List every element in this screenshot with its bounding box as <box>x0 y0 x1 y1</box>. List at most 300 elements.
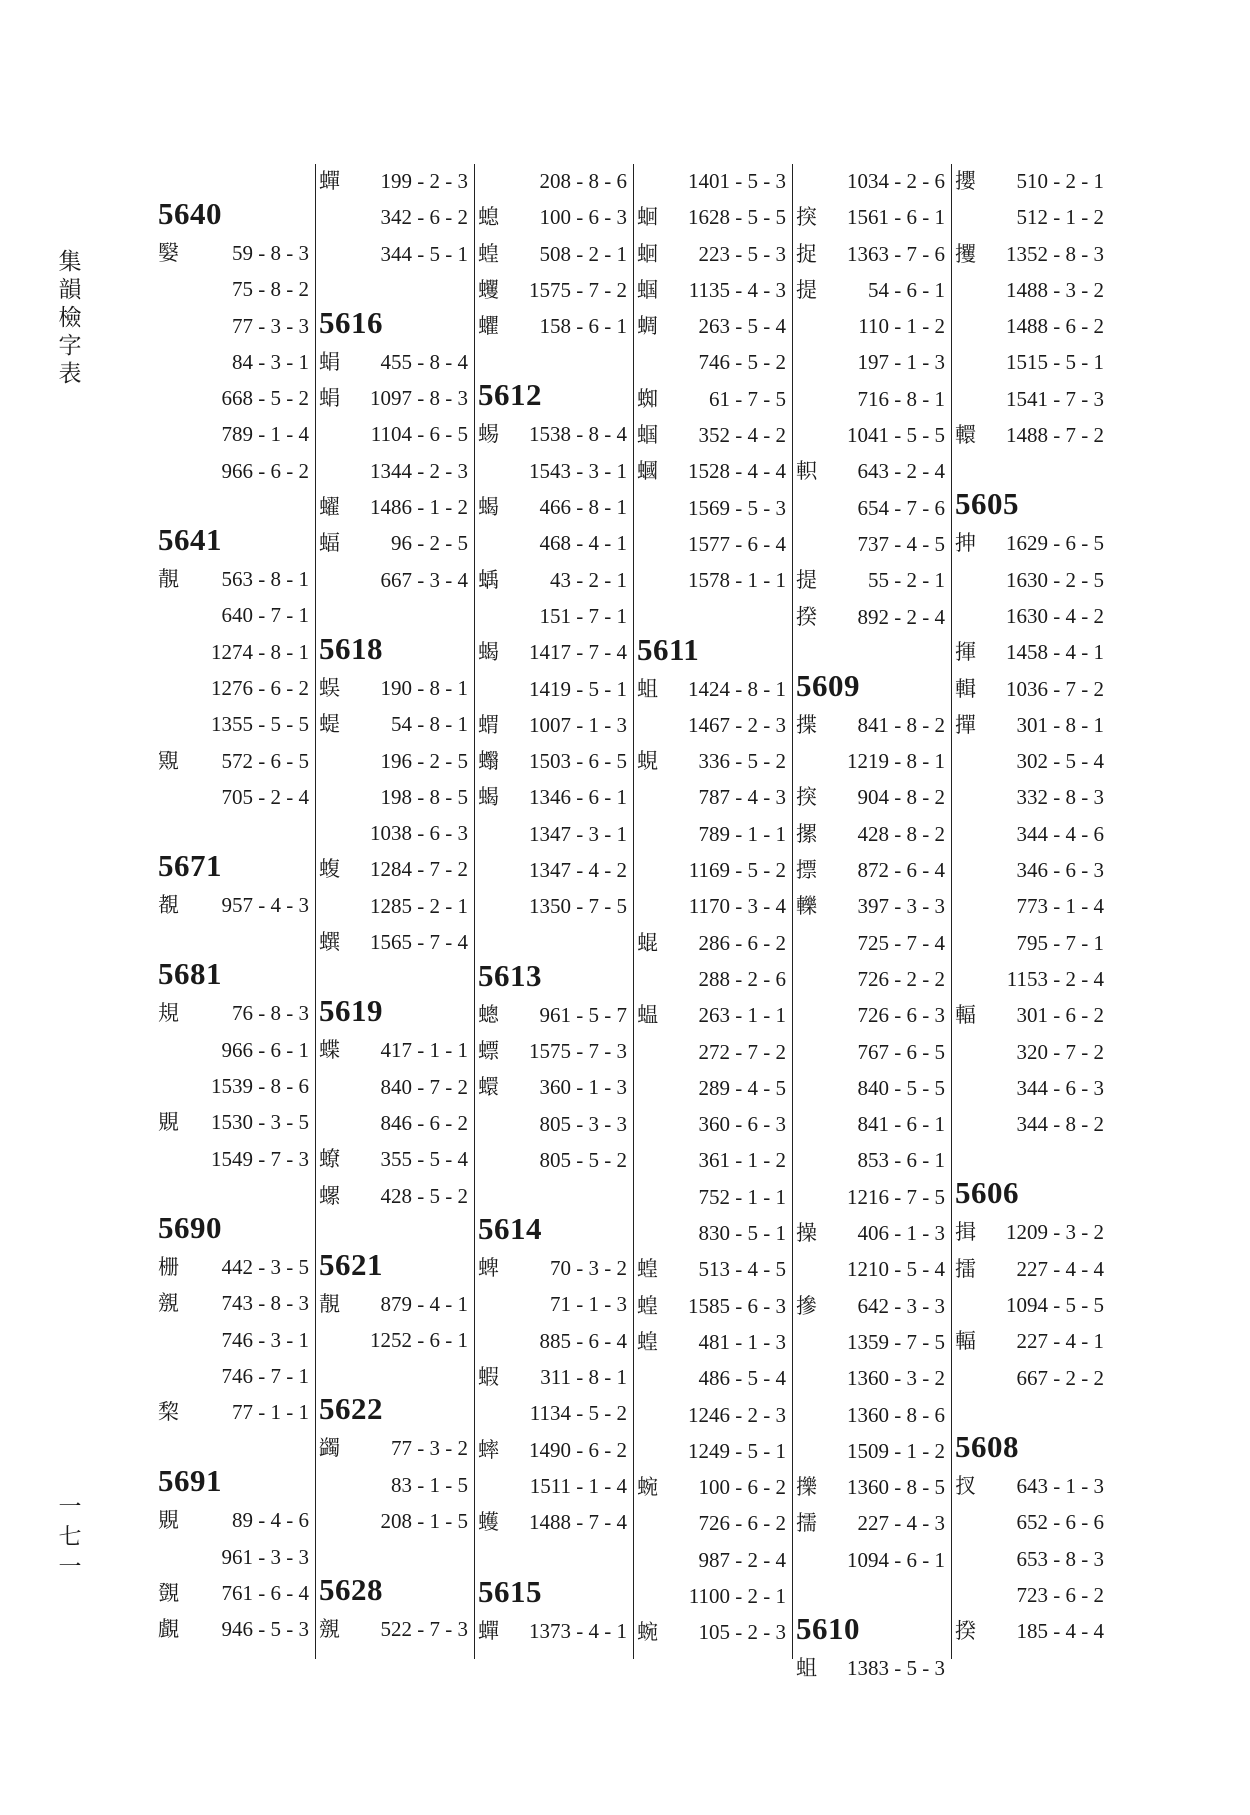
entry-reference: 196 - 2 - 5 <box>380 748 468 773</box>
entry-reference: 332 - 8 - 3 <box>1016 785 1104 810</box>
entry-character: 蝦 <box>478 1365 499 1390</box>
index-entry <box>796 1252 947 1288</box>
index-entry <box>637 1289 788 1325</box>
index-entry <box>158 417 311 453</box>
entry-reference: 1216 - 7 - 5 <box>847 1184 945 1209</box>
entry-reference: 76 - 8 - 3 <box>232 1001 309 1026</box>
entry-reference: 263 - 5 - 4 <box>698 314 786 339</box>
entry-character: 蛔 <box>637 241 658 266</box>
code-heading <box>158 816 311 888</box>
entry-character: 嫛 <box>158 241 179 265</box>
entry-reference: 185 - 4 - 4 <box>1016 1619 1104 1644</box>
index-entry <box>637 1434 788 1470</box>
index-entry <box>478 599 629 635</box>
entry-reference: 1360 - 8 - 5 <box>847 1475 945 1500</box>
code-heading <box>319 273 470 345</box>
index-entry <box>796 382 947 418</box>
entry-character: 蟟 <box>319 1147 340 1172</box>
index-entry <box>796 237 947 273</box>
entry-reference: 1541 - 7 - 3 <box>1006 386 1104 411</box>
entry-reference: 468 - 4 - 1 <box>539 531 627 556</box>
index-entry <box>637 454 788 490</box>
entry-character: 蜫 <box>637 930 658 955</box>
index-entry <box>478 817 629 853</box>
entry-reference: 853 - 6 - 1 <box>857 1148 945 1173</box>
entry-reference: 737 - 4 - 5 <box>857 531 945 556</box>
index-entry <box>478 1433 629 1469</box>
index-entry <box>478 1143 629 1179</box>
index-entry <box>478 309 629 345</box>
entry-reference: 961 - 5 - 7 <box>539 1002 627 1027</box>
entry-reference: 428 - 5 - 2 <box>380 1183 468 1208</box>
entry-character: 蝺 <box>478 567 499 592</box>
entry-reference: 96 - 2 - 5 <box>391 531 468 556</box>
index-entry <box>158 780 311 816</box>
index-entry <box>796 1035 947 1071</box>
entry-reference: 1458 - 4 - 1 <box>1006 640 1104 665</box>
entry-reference: 1094 - 6 - 1 <box>847 1547 945 1572</box>
entry-reference: 726 - 6 - 2 <box>698 1511 786 1536</box>
index-entry <box>955 164 1106 200</box>
entry-character: 棃 <box>158 1400 179 1425</box>
entry-character: 蝎 <box>478 495 499 520</box>
index-entry <box>796 926 947 962</box>
index-entry <box>319 381 470 417</box>
code-heading <box>319 599 470 671</box>
index-entry <box>478 635 629 671</box>
code-number: 5612 <box>478 377 542 413</box>
code-number: 5691 <box>158 1463 222 1499</box>
entry-reference: 654 - 7 - 6 <box>857 495 945 520</box>
entry-reference: 667 - 3 - 4 <box>380 567 468 592</box>
index-entry <box>796 1289 947 1325</box>
entry-character: 蝗 <box>637 1293 658 1318</box>
index-entry <box>158 381 311 417</box>
index-entry <box>637 853 788 889</box>
index-entry <box>955 1578 1106 1614</box>
index-entry <box>637 998 788 1034</box>
entry-reference: 1347 - 3 - 1 <box>529 821 627 846</box>
code-number: 5628 <box>319 1572 383 1608</box>
index-entry <box>637 200 788 236</box>
entry-reference: 311 - 8 - 1 <box>540 1365 627 1390</box>
entry-reference: 510 - 2 - 1 <box>1016 169 1104 193</box>
code-number: 5608 <box>955 1428 1019 1464</box>
index-entry <box>955 382 1106 418</box>
page-number: 一七一 <box>58 1494 82 1580</box>
entry-character: 揆 <box>955 1619 976 1644</box>
index-entry <box>158 1540 311 1576</box>
entry-character: 蜘 <box>637 386 658 411</box>
index-entry <box>955 1361 1106 1397</box>
index-entry <box>955 599 1106 635</box>
entry-character: 蝮 <box>319 857 340 882</box>
index-entry <box>955 418 1106 454</box>
index-entry <box>955 672 1106 708</box>
entry-character: 蠷 <box>478 314 499 339</box>
entry-reference: 84 - 3 - 1 <box>232 349 309 374</box>
index-entry <box>478 998 629 1034</box>
entry-reference: 54 - 8 - 1 <box>391 712 468 737</box>
entry-reference: 83 - 1 - 5 <box>391 1472 468 1497</box>
entry-character: 蜈 <box>319 675 340 700</box>
index-entry <box>478 1469 629 1505</box>
entry-reference: 805 - 5 - 2 <box>539 1147 627 1172</box>
entry-character: 蟈 <box>637 459 658 484</box>
index-entry <box>478 1034 629 1070</box>
entry-reference: 1628 - 5 - 5 <box>688 205 786 230</box>
entry-character: 擂 <box>955 1256 976 1281</box>
code-heading <box>158 1431 311 1503</box>
entry-reference: 725 - 7 - 4 <box>857 930 945 955</box>
code-heading <box>955 454 1106 526</box>
entry-reference: 77 - 3 - 2 <box>391 1436 468 1461</box>
entry-reference: 508 - 2 - 1 <box>539 241 627 266</box>
entry-character: 蝟 <box>478 712 499 737</box>
index-entry <box>158 1359 311 1395</box>
entry-reference: 208 - 1 - 5 <box>380 1509 468 1534</box>
index-entry <box>796 345 947 381</box>
index-entry <box>319 1468 470 1504</box>
code-number: 5605 <box>955 486 1019 522</box>
entry-reference: 1135 - 4 - 3 <box>688 277 786 302</box>
entry-reference: 512 - 1 - 2 <box>1016 205 1104 230</box>
index-entry <box>319 454 470 490</box>
entry-reference: 1569 - 5 - 3 <box>688 495 786 520</box>
code-number: 5681 <box>158 956 222 992</box>
index-entry <box>955 563 1106 599</box>
side-running-title: 集韻檢字表 <box>58 249 82 387</box>
entry-reference: 1359 - 7 - 5 <box>847 1329 945 1354</box>
entry-reference: 761 - 6 - 4 <box>221 1581 309 1606</box>
entry-reference: 1036 - 7 - 2 <box>1006 676 1104 701</box>
index-entry <box>637 708 788 744</box>
entry-reference: 336 - 5 - 2 <box>698 749 786 774</box>
entry-reference: 640 - 7 - 1 <box>221 603 309 628</box>
index-entry <box>955 962 1106 998</box>
entry-character: 覴 <box>158 1581 179 1606</box>
entry-reference: 642 - 3 - 3 <box>857 1293 945 1318</box>
index-entry <box>158 1323 311 1359</box>
entry-reference: 1511 - 1 - 4 <box>529 1473 627 1498</box>
code-heading <box>319 1215 470 1287</box>
index-entry <box>478 1396 629 1432</box>
entry-character: 蠉 <box>478 1075 499 1100</box>
code-heading <box>955 1397 1106 1469</box>
entry-reference: 43 - 2 - 1 <box>550 567 627 592</box>
index-entry <box>478 672 629 708</box>
code-heading <box>158 490 311 562</box>
entry-character: 蝹 <box>637 1003 658 1028</box>
index-entry <box>478 454 629 490</box>
entry-character: 蝎 <box>478 640 499 665</box>
entry-reference: 397 - 3 - 3 <box>857 894 945 919</box>
entry-reference: 1153 - 2 - 4 <box>1006 966 1104 991</box>
index-entry <box>955 1324 1106 1360</box>
entry-character: 揬 <box>796 205 817 230</box>
entry-reference: 190 - 8 - 1 <box>380 675 468 700</box>
entry-character: 覞 <box>158 1110 179 1135</box>
entry-reference: 743 - 8 - 3 <box>221 1291 309 1316</box>
index-column-5 <box>792 164 951 1680</box>
entry-reference: 830 - 5 - 1 <box>698 1221 786 1246</box>
entry-reference: 1417 - 7 - 4 <box>529 640 627 665</box>
code-heading <box>796 1579 947 1651</box>
entry-character: 提 <box>796 277 817 302</box>
code-number: 5618 <box>319 630 383 666</box>
code-number: 5606 <box>955 1175 1019 1211</box>
entry-reference: 879 - 4 - 1 <box>380 1291 468 1316</box>
entry-character: 輻 <box>955 1329 976 1354</box>
entry-reference: 904 - 8 - 2 <box>857 785 945 810</box>
entry-reference: 59 - 8 - 3 <box>232 241 309 265</box>
index-entry <box>955 1288 1106 1324</box>
entry-character: 蟬 <box>319 169 340 193</box>
index-entry <box>796 1651 947 1687</box>
code-heading <box>478 1542 629 1614</box>
index-entry <box>796 1216 947 1252</box>
code-number: 5622 <box>319 1391 383 1427</box>
entry-reference: 272 - 7 - 2 <box>698 1039 786 1064</box>
entry-reference: 158 - 6 - 1 <box>539 314 627 339</box>
index-entry <box>796 1143 947 1179</box>
index-entry <box>637 345 788 381</box>
index-entry <box>319 707 470 743</box>
entry-character: 蟌 <box>478 1002 499 1027</box>
entry-character: 蝈 <box>637 423 658 448</box>
index-entry <box>955 526 1106 562</box>
index-entry <box>796 744 947 780</box>
entry-character: 擩 <box>796 1511 817 1536</box>
entry-reference: 1630 - 2 - 5 <box>1006 567 1104 592</box>
index-entry <box>319 1033 470 1069</box>
index-entry <box>796 1543 947 1579</box>
entry-reference: 1274 - 8 - 1 <box>211 639 309 664</box>
code-number: 5614 <box>478 1211 542 1247</box>
entry-reference: 289 - 4 - 5 <box>698 1075 786 1100</box>
index-entry <box>796 164 947 200</box>
index-entry <box>637 962 788 998</box>
index-entry <box>637 1216 788 1252</box>
entry-reference: 841 - 8 - 2 <box>857 712 945 737</box>
index-entry <box>478 1324 629 1360</box>
entry-reference: 1346 - 6 - 1 <box>529 785 627 810</box>
code-heading <box>478 345 629 417</box>
code-heading <box>478 926 629 998</box>
entry-reference: 1352 - 8 - 3 <box>1006 241 1104 266</box>
entry-reference: 1577 - 6 - 4 <box>688 531 786 556</box>
entry-character: 撣 <box>955 712 976 737</box>
index-entry <box>158 1105 311 1141</box>
entry-character: 蠼 <box>478 277 499 302</box>
entry-character: 螵 <box>478 1038 499 1063</box>
entry-reference: 841 - 6 - 1 <box>857 1112 945 1137</box>
entry-reference: 61 - 7 - 5 <box>709 386 786 411</box>
index-entry <box>319 563 470 599</box>
index-entry <box>955 998 1106 1034</box>
index-entry <box>319 1106 470 1142</box>
entry-reference: 105 - 2 - 3 <box>698 1620 786 1645</box>
index-column-2 <box>315 164 474 1659</box>
entry-reference: 1401 - 5 - 3 <box>688 169 786 193</box>
index-entry <box>796 780 947 816</box>
index-column-4 <box>633 164 792 1659</box>
index-table <box>158 164 1110 1680</box>
code-number: 5641 <box>158 522 222 558</box>
index-entry <box>796 1434 947 1470</box>
index-entry <box>955 1542 1106 1578</box>
code-heading <box>637 600 788 672</box>
entry-character: 蟤 <box>319 930 340 955</box>
entry-reference: 1100 - 2 - 1 <box>688 1583 786 1608</box>
entry-reference: 653 - 8 - 3 <box>1016 1546 1104 1571</box>
entry-character: 蠮 <box>478 749 499 774</box>
entry-character: 蛔 <box>637 205 658 230</box>
index-entry <box>955 708 1106 744</box>
entry-reference: 344 - 6 - 3 <box>1016 1075 1104 1100</box>
index-entry <box>319 345 470 381</box>
index-entry <box>319 1504 470 1540</box>
entry-reference: 406 - 1 - 3 <box>857 1221 945 1246</box>
entry-reference: 667 - 2 - 2 <box>1016 1365 1104 1390</box>
index-entry <box>158 345 311 381</box>
entry-character: 蠗 <box>319 495 340 520</box>
entry-character: 揆 <box>796 604 817 629</box>
index-entry <box>637 1470 788 1506</box>
entry-reference: 1276 - 6 - 2 <box>211 675 309 700</box>
index-entry <box>955 345 1106 381</box>
index-entry <box>637 1180 788 1216</box>
entry-reference: 1350 - 7 - 5 <box>529 894 627 919</box>
entry-reference: 1630 - 4 - 2 <box>1006 603 1104 628</box>
entry-reference: 563 - 8 - 1 <box>221 567 309 592</box>
entry-character: 蜱 <box>478 1256 499 1281</box>
index-entry <box>796 454 947 490</box>
entry-reference: 1034 - 2 - 6 <box>847 169 945 193</box>
entry-reference: 486 - 5 - 4 <box>698 1366 786 1391</box>
index-entry <box>637 889 788 925</box>
code-number: 5640 <box>158 196 222 231</box>
index-entry <box>796 962 947 998</box>
index-entry <box>158 707 311 743</box>
index-entry <box>478 1070 629 1106</box>
entry-character: 蜴 <box>478 422 499 447</box>
index-entry <box>796 817 947 853</box>
entry-reference: 795 - 7 - 1 <box>1016 930 1104 955</box>
index-entry <box>478 744 629 780</box>
entry-reference: 957 - 4 - 3 <box>221 893 309 918</box>
index-entry <box>319 1612 470 1648</box>
entry-reference: 1094 - 5 - 5 <box>1006 1293 1104 1318</box>
entry-character: 攖 <box>955 169 976 193</box>
entry-reference: 746 - 5 - 2 <box>698 350 786 375</box>
index-entry <box>478 164 629 200</box>
entry-character: 轢 <box>796 894 817 919</box>
entry-reference: 227 - 4 - 1 <box>1016 1329 1104 1354</box>
index-entry <box>796 1180 947 1216</box>
entry-character: 蝗 <box>478 241 499 266</box>
entry-reference: 301 - 6 - 2 <box>1016 1003 1104 1028</box>
index-entry <box>319 1287 470 1323</box>
entry-character: 蠖 <box>478 1510 499 1535</box>
index-entry <box>796 527 947 563</box>
entry-reference: 668 - 5 - 2 <box>221 386 309 411</box>
index-entry <box>955 1035 1106 1071</box>
code-number: 5609 <box>796 667 860 703</box>
code-number: 5615 <box>478 1573 542 1609</box>
entry-reference: 773 - 1 - 4 <box>1016 894 1104 919</box>
entry-reference: 75 - 8 - 2 <box>232 277 309 302</box>
index-entry <box>319 744 470 780</box>
index-entry <box>796 889 947 925</box>
entry-character: 螺 <box>319 1183 340 1208</box>
entry-character: 摞 <box>796 821 817 846</box>
entry-character: 蜿 <box>637 1475 658 1500</box>
entry-reference: 100 - 6 - 3 <box>539 205 627 230</box>
entry-reference: 360 - 1 - 3 <box>539 1075 627 1100</box>
code-number: 5613 <box>478 957 542 993</box>
entry-character: 蝶 <box>319 1038 340 1063</box>
entry-reference: 1360 - 8 - 6 <box>847 1402 945 1427</box>
index-entry <box>319 889 470 925</box>
index-entry <box>158 671 311 707</box>
index-entry <box>158 236 311 272</box>
entry-reference: 71 - 1 - 3 <box>550 1292 627 1317</box>
index-entry <box>637 491 788 527</box>
index-entry <box>319 1142 470 1178</box>
entry-reference: 1104 - 6 - 5 <box>370 422 468 447</box>
index-entry <box>955 889 1106 925</box>
entry-reference: 1575 - 7 - 3 <box>529 1038 627 1063</box>
index-entry <box>955 635 1106 671</box>
code-heading <box>158 924 311 996</box>
entry-character: 蜎 <box>319 386 340 411</box>
entry-reference: 966 - 6 - 1 <box>221 1037 309 1062</box>
entry-reference: 746 - 7 - 1 <box>221 1363 309 1388</box>
entry-reference: 1210 - 5 - 4 <box>847 1257 945 1282</box>
code-number: 5619 <box>319 993 383 1029</box>
index-entry <box>319 164 470 200</box>
code-number: 5611 <box>637 631 700 667</box>
index-entry <box>955 1469 1106 1505</box>
entry-character: 攫 <box>955 241 976 266</box>
entry-reference: 1575 - 7 - 2 <box>529 277 627 302</box>
index-entry <box>637 164 788 200</box>
entry-character: 蜿 <box>637 1620 658 1645</box>
entry-reference: 455 - 8 - 4 <box>380 349 468 374</box>
index-entry <box>955 309 1106 345</box>
index-entry <box>955 1252 1106 1288</box>
code-heading <box>319 1540 470 1612</box>
entry-reference: 1347 - 4 - 2 <box>529 858 627 883</box>
entry-character: 蠲 <box>319 1436 340 1461</box>
entry-reference: 787 - 4 - 3 <box>698 785 786 810</box>
index-entry <box>796 491 947 527</box>
entry-reference: 55 - 2 - 1 <box>868 568 945 593</box>
index-entry <box>478 563 629 599</box>
entry-reference: 1170 - 3 - 4 <box>688 894 786 919</box>
entry-reference: 1565 - 7 - 4 <box>370 930 468 955</box>
index-entry <box>796 1398 947 1434</box>
entry-character: 擽 <box>796 1475 817 1500</box>
entry-reference: 840 - 7 - 2 <box>380 1074 468 1099</box>
index-entry <box>637 1398 788 1434</box>
entry-character: 蝭 <box>319 712 340 737</box>
entry-reference: 966 - 6 - 2 <box>221 458 309 483</box>
entry-reference: 361 - 1 - 2 <box>698 1148 786 1173</box>
index-entry <box>637 237 788 273</box>
code-number: 5621 <box>319 1246 383 1282</box>
